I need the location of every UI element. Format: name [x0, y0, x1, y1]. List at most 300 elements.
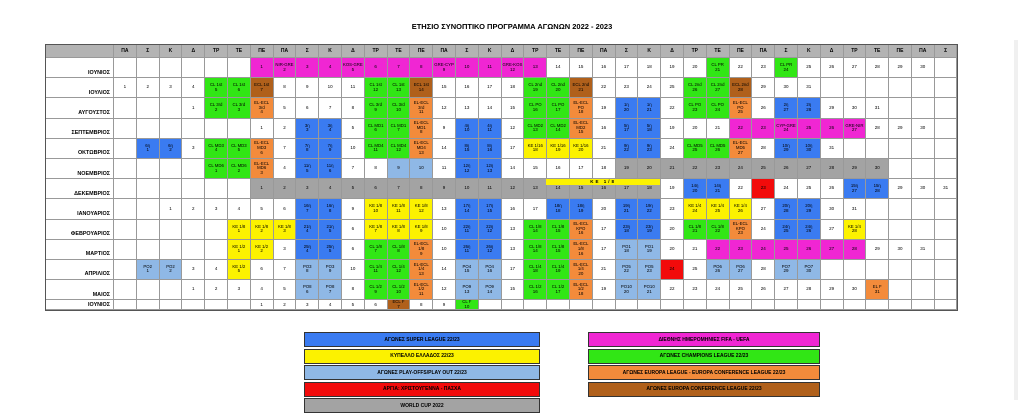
day-number: 3 [260, 169, 263, 175]
empty-cell [752, 300, 775, 310]
day-cell [524, 199, 547, 219]
day-number: 23 [692, 106, 698, 112]
day-cell [524, 139, 547, 159]
day-cell [661, 119, 684, 139]
day-number: 19 [669, 185, 675, 191]
day-cell [228, 280, 251, 300]
day-number: 3 [306, 127, 309, 133]
day-cell [821, 179, 844, 199]
day-cell [821, 119, 844, 139]
day-cell [524, 58, 547, 78]
day-cell [593, 280, 616, 300]
day-number: 31 [874, 288, 880, 294]
day-number: 6 [374, 127, 377, 133]
day-cell [547, 78, 570, 98]
day-cell [433, 240, 456, 260]
day-cell [182, 280, 205, 300]
day-cell [205, 260, 228, 280]
day-number: 15 [441, 84, 447, 90]
day-cell [661, 220, 684, 240]
day-cell [798, 58, 821, 78]
empty-cell [114, 159, 137, 179]
day-cell [456, 220, 479, 240]
day-cell [616, 98, 639, 118]
day-cell [433, 159, 456, 179]
event-label: PO9 [462, 284, 472, 290]
day-number: 2 [260, 228, 263, 234]
day-number: 9 [351, 205, 355, 211]
day-cell [456, 300, 479, 310]
day-number: 24 [646, 84, 652, 90]
event-label: CL MD4 [367, 142, 384, 148]
day-cell [638, 98, 661, 118]
day-number: 3 [306, 185, 309, 191]
day-cell [844, 280, 867, 300]
day-cell [638, 260, 661, 280]
day-cell [433, 260, 456, 280]
day-number: 3 [192, 266, 195, 272]
empty-cell [205, 119, 228, 139]
day-number: 30 [806, 268, 812, 274]
day-cell [570, 280, 593, 300]
event-label: EL-ECL PO [732, 100, 748, 110]
day-number: 3 [306, 64, 309, 70]
day-number: 31 [806, 84, 812, 90]
day-cell [593, 139, 616, 159]
day-cell [479, 179, 502, 199]
event-label: PO7 [804, 263, 814, 269]
day-cell [752, 179, 775, 199]
day-number: 20 [578, 270, 584, 276]
day-cell [502, 199, 525, 219]
schedule-grid [45, 44, 958, 311]
day-cell [570, 220, 593, 240]
day-number: 15 [487, 207, 493, 213]
day-cell [730, 98, 753, 118]
event-label: KE 1/16 [573, 142, 589, 148]
day-number: 16 [487, 147, 493, 153]
day-cell [388, 139, 411, 159]
empty-cell [137, 179, 160, 199]
day-number: 27 [783, 286, 789, 292]
event-label: CL MD5 [687, 142, 703, 148]
day-cell [205, 139, 228, 159]
day-cell [160, 78, 183, 98]
day-cell [319, 98, 342, 118]
event-label: PO2 [166, 263, 175, 269]
event-label: 3η [304, 122, 310, 128]
empty-cell [935, 199, 958, 219]
day-number: 19 [532, 86, 538, 92]
day-cell [638, 240, 661, 260]
day-number: 6 [351, 225, 355, 231]
day-cell [182, 98, 205, 118]
event-label: CL 1/4 [528, 263, 542, 269]
day-cell [661, 280, 684, 300]
legend-item: ΑΓΩΝΕΣ CHAMPIONS LEAGUE 22/23 [588, 349, 820, 364]
day-cell [616, 260, 639, 280]
day-number: 27 [806, 165, 812, 171]
event-label: 19η [622, 203, 631, 209]
day-cell [274, 119, 297, 139]
day-number: 30 [874, 165, 880, 171]
event-label: CL 1/4 [551, 263, 565, 269]
day-number: 6 [237, 86, 241, 92]
day-cell [456, 260, 479, 280]
day-number: 5 [306, 167, 309, 173]
event-label: CL 1/4 [392, 263, 405, 269]
empty-cell [182, 58, 205, 78]
day-cell [775, 220, 798, 240]
day-cell [798, 260, 821, 280]
day-number: 16 [464, 84, 470, 90]
event-label: CL PO [528, 102, 542, 108]
day-number: 23 [760, 185, 766, 191]
day-number: 3 [214, 205, 218, 211]
day-cell [388, 179, 411, 199]
day-number: 27 [760, 205, 766, 211]
event-label: CL 3rd [392, 102, 405, 108]
day-number: 28 [874, 64, 880, 70]
day-number: 26 [806, 228, 812, 234]
day-cell [365, 58, 388, 78]
day-number: 16 [487, 268, 493, 274]
day-number: 17 [578, 165, 584, 171]
day-cell [616, 220, 639, 240]
day-cell [593, 58, 616, 78]
legend-item: ΑΡΓΙΑ: ΧΡΙΣΤΟΥΓΕΝΝΑ - ΠΑΣΧΑ [304, 382, 540, 397]
empty-cell [137, 98, 160, 118]
event-label: KE 1/8 [414, 203, 428, 209]
event-label: PO5 [644, 263, 654, 269]
day-cell [730, 139, 753, 159]
day-number: 5 [283, 286, 286, 292]
day-number: 1 [146, 268, 149, 274]
day-cell [570, 58, 593, 78]
day-cell [547, 199, 570, 219]
day-number: 12 [373, 86, 379, 92]
day-number: 7 [374, 248, 377, 254]
day-number: 14 [464, 207, 470, 213]
day-cell [479, 240, 502, 260]
event-label: CL MD6 [208, 162, 224, 168]
weekday-header: Κ [798, 45, 821, 58]
day-cell [319, 240, 342, 260]
day-cell [319, 179, 342, 199]
day-cell [410, 139, 433, 159]
day-cell [752, 240, 775, 260]
day-cell [160, 139, 183, 159]
empty-cell [912, 98, 935, 118]
day-cell [821, 159, 844, 179]
event-label: 11η [326, 162, 334, 168]
weekday-header: Κ [319, 45, 342, 58]
day-number: 3 [192, 145, 195, 151]
day-cell [479, 280, 502, 300]
event-label: CL 1/8 [392, 243, 405, 249]
event-label: CYP-GRE [776, 122, 796, 128]
day-number: 19 [601, 286, 607, 292]
empty-cell [889, 300, 912, 310]
grid-corner [46, 45, 114, 58]
day-cell [502, 280, 525, 300]
day-number: 7 [374, 228, 377, 234]
weekday-header: ΠΑ [433, 45, 456, 58]
empty-cell [228, 179, 251, 199]
day-number: 22 [669, 104, 675, 110]
event-label: EL-ECL 1/8 [573, 241, 589, 251]
day-number: 24 [760, 225, 766, 231]
day-number: 2 [283, 66, 286, 72]
day-cell [319, 260, 342, 280]
day-number: 4 [328, 64, 332, 70]
day-number: 14 [418, 86, 424, 92]
day-number: 22 [715, 245, 721, 251]
day-cell [274, 260, 297, 280]
day-number: 7 [351, 165, 355, 171]
day-cell [684, 240, 707, 260]
event-label: PO8 [302, 284, 312, 290]
day-number: 13 [487, 167, 493, 173]
day-cell [342, 300, 365, 310]
day-cell [365, 98, 388, 118]
weekday-header: ΠΕ [570, 45, 593, 58]
event-label: 19η [645, 203, 653, 209]
day-cell [296, 119, 319, 139]
empty-cell [935, 240, 958, 260]
day-cell [410, 58, 433, 78]
day-cell [707, 78, 730, 98]
day-number: 27 [829, 225, 835, 231]
empty-cell [114, 139, 137, 159]
day-cell [524, 98, 547, 118]
day-number: 23 [715, 165, 721, 171]
day-cell [684, 260, 707, 280]
event-label: EL-ECL 1/4 [573, 261, 589, 272]
day-cell [456, 78, 479, 98]
day-number: 28 [783, 207, 789, 213]
day-number: 29 [829, 104, 835, 110]
empty-cell [114, 98, 137, 118]
day-number: 21 [715, 124, 721, 130]
event-label: 23η [645, 223, 653, 229]
event-label: 9η [646, 142, 652, 148]
day-number: 9 [306, 84, 309, 90]
empty-cell [866, 199, 889, 219]
day-number: 19 [555, 147, 561, 153]
empty-cell [935, 139, 958, 159]
empty-cell [160, 280, 183, 300]
day-cell [684, 179, 707, 199]
empty-cell [570, 300, 593, 310]
day-cell [866, 280, 889, 300]
day-cell [570, 119, 593, 139]
day-cell [707, 220, 730, 240]
day-number: 18 [601, 165, 607, 171]
day-number: 13 [532, 127, 538, 133]
day-cell [775, 260, 798, 280]
day-number: 15 [532, 165, 538, 171]
day-cell [479, 119, 502, 139]
empty-cell [821, 260, 844, 280]
day-cell [593, 220, 616, 240]
day-number: 23 [646, 147, 652, 153]
day-number: 10 [464, 64, 470, 70]
day-number: 26 [783, 165, 789, 171]
day-cell [524, 179, 547, 199]
day-cell [730, 159, 753, 179]
day-cell [388, 98, 411, 118]
day-cell [365, 119, 388, 139]
month-label: ΜΑΡΤΙΟΣ [46, 240, 114, 260]
empty-cell [912, 139, 935, 159]
empty-cell [912, 280, 935, 300]
month-label: ΙΟΥΝΙΟΣ [46, 300, 114, 310]
event-label: 16η [326, 203, 334, 209]
day-cell [456, 98, 479, 118]
day-cell [661, 179, 684, 199]
event-label: CL PO [688, 102, 702, 108]
month-label: ΑΠΡΙΛΙΟΣ [46, 260, 114, 280]
day-cell [752, 78, 775, 98]
day-cell [524, 78, 547, 98]
event-label: 21η [303, 223, 311, 229]
event-label: 8η [487, 142, 493, 148]
day-cell [547, 260, 570, 280]
day-number: 1 [237, 228, 241, 234]
day-cell [912, 179, 935, 199]
empty-cell [889, 139, 912, 159]
day-cell [752, 280, 775, 300]
day-number: 30 [783, 84, 789, 90]
event-label: CL MD3 [208, 142, 224, 148]
event-label: CL 1/2 [528, 284, 542, 290]
event-label: KE 1/2 [255, 243, 269, 249]
day-number: 30 [829, 205, 835, 211]
day-cell [775, 119, 798, 139]
day-number: 24 [669, 266, 675, 272]
day-cell [342, 179, 365, 199]
day-cell [433, 300, 456, 310]
day-cell [616, 199, 639, 219]
day-number: 21 [692, 228, 698, 234]
day-cell [547, 220, 570, 240]
day-number: 29 [783, 147, 789, 153]
day-cell [638, 58, 661, 78]
day-cell [388, 78, 411, 98]
day-cell [296, 199, 319, 219]
event-label: CL MD1 [390, 122, 407, 128]
vertical-scrollbar[interactable] [1014, 40, 1018, 400]
event-label: 2η [783, 102, 789, 108]
day-number: 18 [578, 290, 584, 296]
day-number: 11 [464, 228, 470, 234]
weekday-header: Δ [182, 45, 205, 58]
day-number: 12 [487, 228, 493, 234]
day-cell [707, 159, 730, 179]
day-number: 10 [350, 266, 356, 272]
day-number: 3 [283, 228, 286, 234]
day-number: 21 [715, 187, 721, 193]
day-cell [365, 139, 388, 159]
day-number: 6 [374, 64, 377, 70]
empty-cell [821, 78, 844, 98]
event-label: CL 2nd [528, 82, 543, 88]
day-number: 1 [123, 84, 127, 90]
day-number: 21 [646, 106, 652, 112]
day-number: 23 [692, 286, 698, 292]
day-number: 1 [237, 248, 241, 254]
day-number: 6 [306, 288, 309, 294]
day-number: 11 [464, 248, 470, 254]
day-cell [570, 98, 593, 118]
day-cell [684, 139, 707, 159]
day-number: 14 [441, 266, 447, 272]
day-cell [661, 240, 684, 260]
event-label: 12η [463, 162, 471, 168]
day-number: 2 [283, 185, 286, 191]
event-label: EL F [872, 284, 882, 290]
day-number: 13 [395, 86, 401, 92]
day-cell [730, 260, 753, 280]
day-number: 24 [715, 286, 721, 292]
day-cell [570, 260, 593, 280]
day-number: 17 [555, 288, 561, 294]
day-number: 20 [646, 165, 652, 171]
event-label: KE 1/2 [232, 263, 246, 269]
day-cell [730, 199, 753, 219]
day-cell [570, 139, 593, 159]
day-cell [844, 220, 867, 240]
day-cell [274, 58, 297, 78]
day-cell [547, 58, 570, 78]
day-cell [410, 240, 433, 260]
day-cell [342, 119, 365, 139]
weekday-header: ΠΕ [730, 45, 753, 58]
day-cell [228, 260, 251, 280]
day-cell [388, 280, 411, 300]
day-number: 2 [283, 301, 286, 307]
empty-cell [137, 119, 160, 139]
day-number: 20 [578, 147, 584, 153]
day-number: 14 [487, 288, 493, 294]
empty-cell [730, 300, 753, 310]
day-cell [365, 199, 388, 219]
day-cell [638, 220, 661, 240]
day-cell [616, 240, 639, 260]
legend-item: ΑΓΩΝΕΣ SUPER LEAGUE 22/23 [304, 332, 540, 347]
day-number: 7 [328, 288, 332, 294]
day-number: 16 [601, 185, 607, 191]
event-label: 22η [463, 223, 471, 229]
day-cell [502, 220, 525, 240]
day-cell [251, 78, 274, 98]
day-number: 11 [418, 109, 424, 115]
day-number: 9 [442, 301, 446, 307]
event-label: 1η [646, 102, 652, 108]
day-cell [479, 199, 502, 219]
day-cell [456, 139, 479, 159]
empty-cell [912, 78, 935, 98]
day-cell [912, 119, 935, 139]
day-number: 29 [760, 84, 766, 90]
day-cell [798, 159, 821, 179]
empty-cell [889, 199, 912, 219]
day-cell [616, 280, 639, 300]
day-cell [479, 98, 502, 118]
day-number: 3 [237, 106, 241, 112]
day-cell [296, 159, 319, 179]
